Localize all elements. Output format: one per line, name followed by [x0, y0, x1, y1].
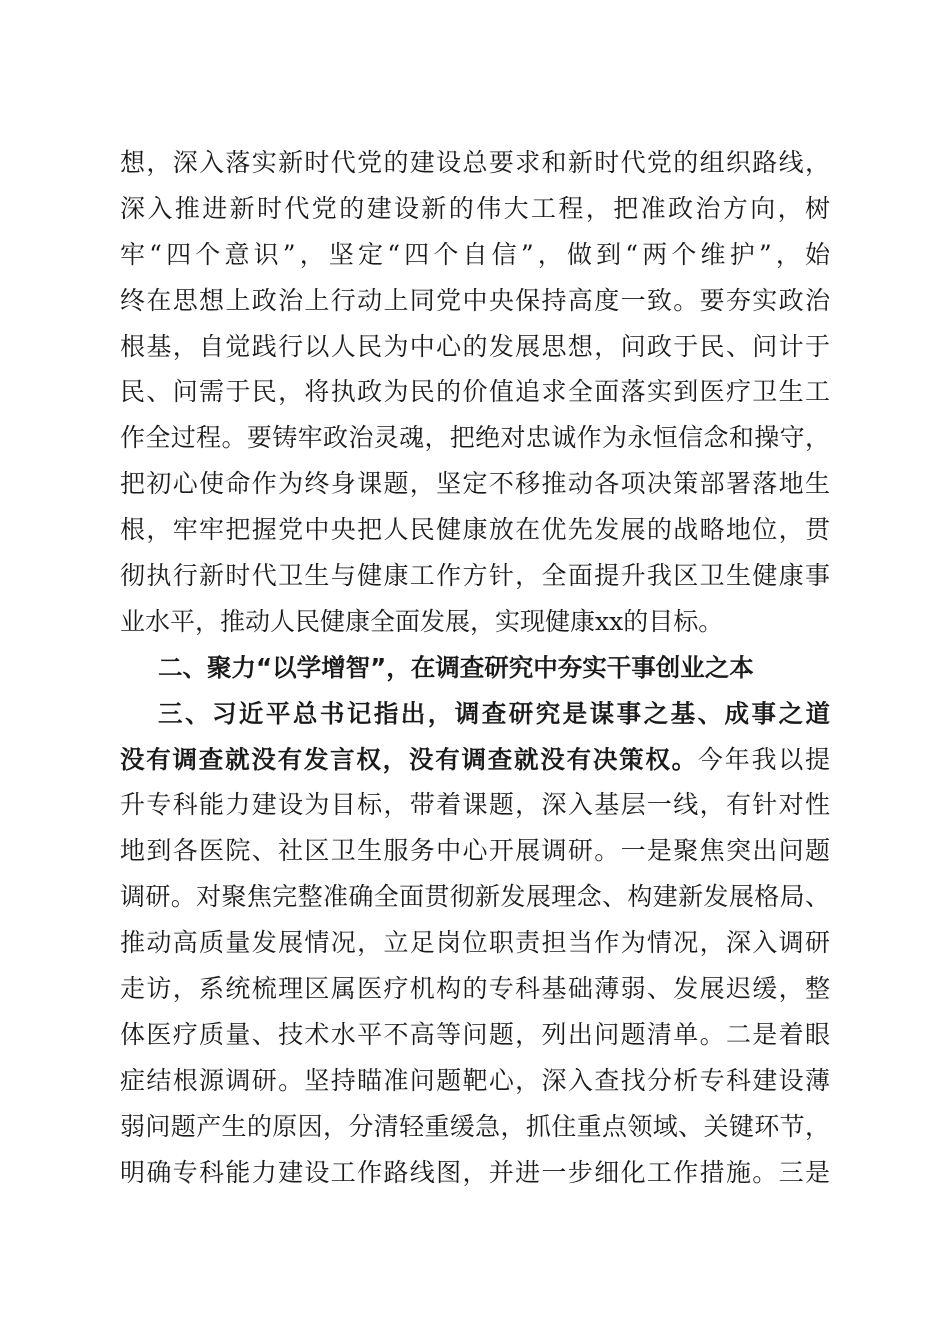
text-line: 地到各医院、社区卫生服务中心开展调研。一是聚焦突出问题 — [120, 836, 830, 866]
paragraph-investigation-research — [120, 691, 830, 1196]
text-line: 深入推进新时代党的建设新的伟大工程，把准政治方向，树 — [120, 193, 830, 223]
document-page — [120, 140, 830, 1195]
section-heading: 二、聚力“以学增智”，在调查研究中夯实干事创业之本 — [158, 652, 754, 682]
text-line: 作全过程。要铸牢政治灵魂，把绝对忠诚作为永恒信念和操守， — [120, 423, 830, 453]
text-line: 想，深入落实新时代党的建设总要求和新时代党的组织路线， — [120, 148, 830, 177]
regular-text: 今年我以提 — [697, 744, 830, 774]
text-line: 根基，自觉践行以人民为中心的发展思想，问政于民、问计于 — [120, 331, 830, 361]
text-line: 走访，系统梳理区属医疗机构的专科基础薄弱、发展迟缓，整 — [120, 974, 830, 1004]
text-line: 体医疗质量、技术水平不高等问题，列出问题清单。二是着眼 — [120, 1019, 830, 1049]
text-line: 调研。对聚焦完整准确全面贯彻新发展理念、构建新发展格局、 — [120, 882, 830, 912]
bold-lead-text: 没有调查就没有发言权，没有调查就没有决策权。 — [120, 744, 698, 774]
text-line: 升专科能力建设为目标，带着课题，深入基层一线，有针对性 — [120, 790, 830, 820]
text-line: 明确专科能力建设工作路线图，并进一步细化工作措施。三是 — [120, 1157, 830, 1187]
text-line: 根，牢牢把握党中央把人民健康放在优先发展的战略地位，贯 — [120, 515, 830, 545]
text-line: 民、问需于民，将执政为民的价值追求全面落实到医疗卫生工 — [120, 377, 830, 407]
text-line: 彻执行新时代卫生与健康工作方针，全面提升我区卫生健康事 — [120, 561, 830, 591]
text-line: 弱问题产生的原因，分清轻重缓急，抓住重点领域、关键环节， — [120, 1111, 830, 1141]
text-line: 终在思想上政治上行动上同党中央保持高度一致。要夯实政治 — [120, 285, 830, 315]
text-line: 把初心使命作为终身课题，坚定不移推动各项决策部署落地生 — [120, 469, 830, 499]
bold-lead-line: 三、习近平总书记指出，调查研究是谋事之基、成事之道 — [158, 698, 830, 728]
text-line: 业水平，推动人民健康全面发展，实现健康xx的目标。 — [120, 606, 724, 636]
text-line: 症结根源调研。坚持瞄准问题靶心，深入查找分析专科建设薄 — [120, 1065, 830, 1095]
text-line-mixed — [120, 737, 830, 783]
text-line: 牢“四个意识”，坚定“四个自信”，做到“两个维护”，始 — [120, 239, 830, 269]
paragraph-political-foundation — [120, 140, 830, 645]
text-line: 推动高质量发展情况，立足岗位职责担当作为情况，深入调研 — [120, 928, 830, 958]
